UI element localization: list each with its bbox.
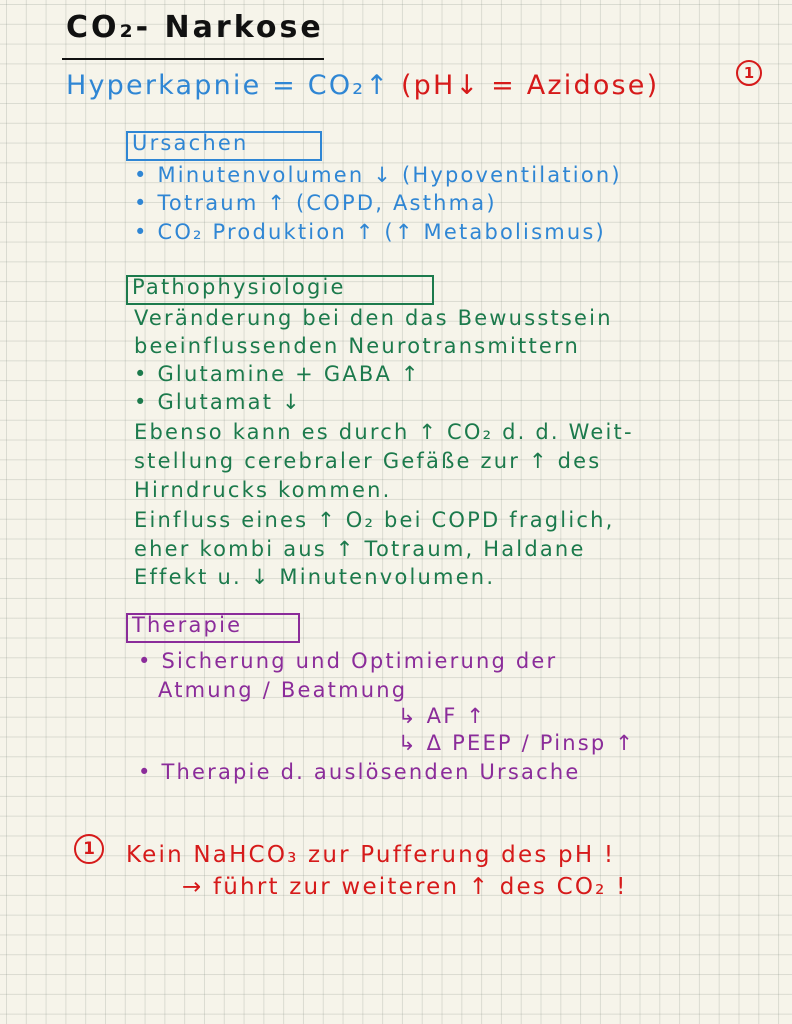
pathophysiologie-line: stellung cerebraler Gefäße zur ↑ des xyxy=(134,449,602,473)
footnote-line: → führt zur weiteren ↑ des CO₂ ! xyxy=(182,874,628,900)
headline xyxy=(66,70,659,101)
therapie-line: • Therapie d. auslösenden Ursache xyxy=(138,760,581,784)
headline-ph-note: (pH↓ = Azidose) xyxy=(400,70,660,101)
therapie-line: • Sicherung und Optimierung der xyxy=(138,649,558,673)
therapie-line: ↳ AF ↑ xyxy=(398,704,487,728)
pathophysiologie-line: Veränderung bei den das Bewusstsein xyxy=(134,306,613,330)
title-underline xyxy=(62,58,324,60)
ursachen-item: • CO₂ Produktion ↑ (↑ Metabolismus) xyxy=(134,220,606,244)
pathophysiologie-line: beeinflussenden Neurotransmittern xyxy=(134,334,580,358)
pathophysiologie-line: eher kombi aus ↑ Totraum, Haldane xyxy=(134,537,586,561)
headline-definition: Hyperkapnie = CO₂↑ xyxy=(66,70,391,101)
therapie-line: ↳ Δ PEEP / Pinsp ↑ xyxy=(398,731,636,755)
page-title: CO₂- Narkose xyxy=(66,10,324,45)
footnote-marker: 1 xyxy=(74,834,104,864)
headline-note-marker: 1 xyxy=(736,60,762,86)
therapie-heading: Therapie xyxy=(132,613,243,637)
pathophysiologie-heading: Pathophysiologie xyxy=(132,275,346,299)
therapie-line: Atmung / Beatmung xyxy=(158,678,408,702)
pathophysiologie-line: • Glutamat ↓ xyxy=(134,390,302,414)
ursachen-heading: Ursachen xyxy=(132,131,249,155)
pathophysiologie-line: Ebenso kann es durch ↑ CO₂ d. d. Weit- xyxy=(134,420,634,444)
ursachen-item: • Minutenvolumen ↓ (Hypoventilation) xyxy=(134,163,622,187)
pathophysiologie-line: • Glutamine + GABA ↑ xyxy=(134,362,421,386)
ursachen-item: • Totraum ↑ (COPD, Asthma) xyxy=(134,191,497,215)
pathophysiologie-line: Einfluss eines ↑ O₂ bei COPD fraglich, xyxy=(134,508,615,532)
pathophysiologie-line: Effekt u. ↓ Minutenvolumen. xyxy=(134,565,496,589)
footnote-line: Kein NaHCO₃ zur Pufferung des pH ! xyxy=(126,842,616,868)
pathophysiologie-line: Hirndrucks kommen. xyxy=(134,478,392,502)
